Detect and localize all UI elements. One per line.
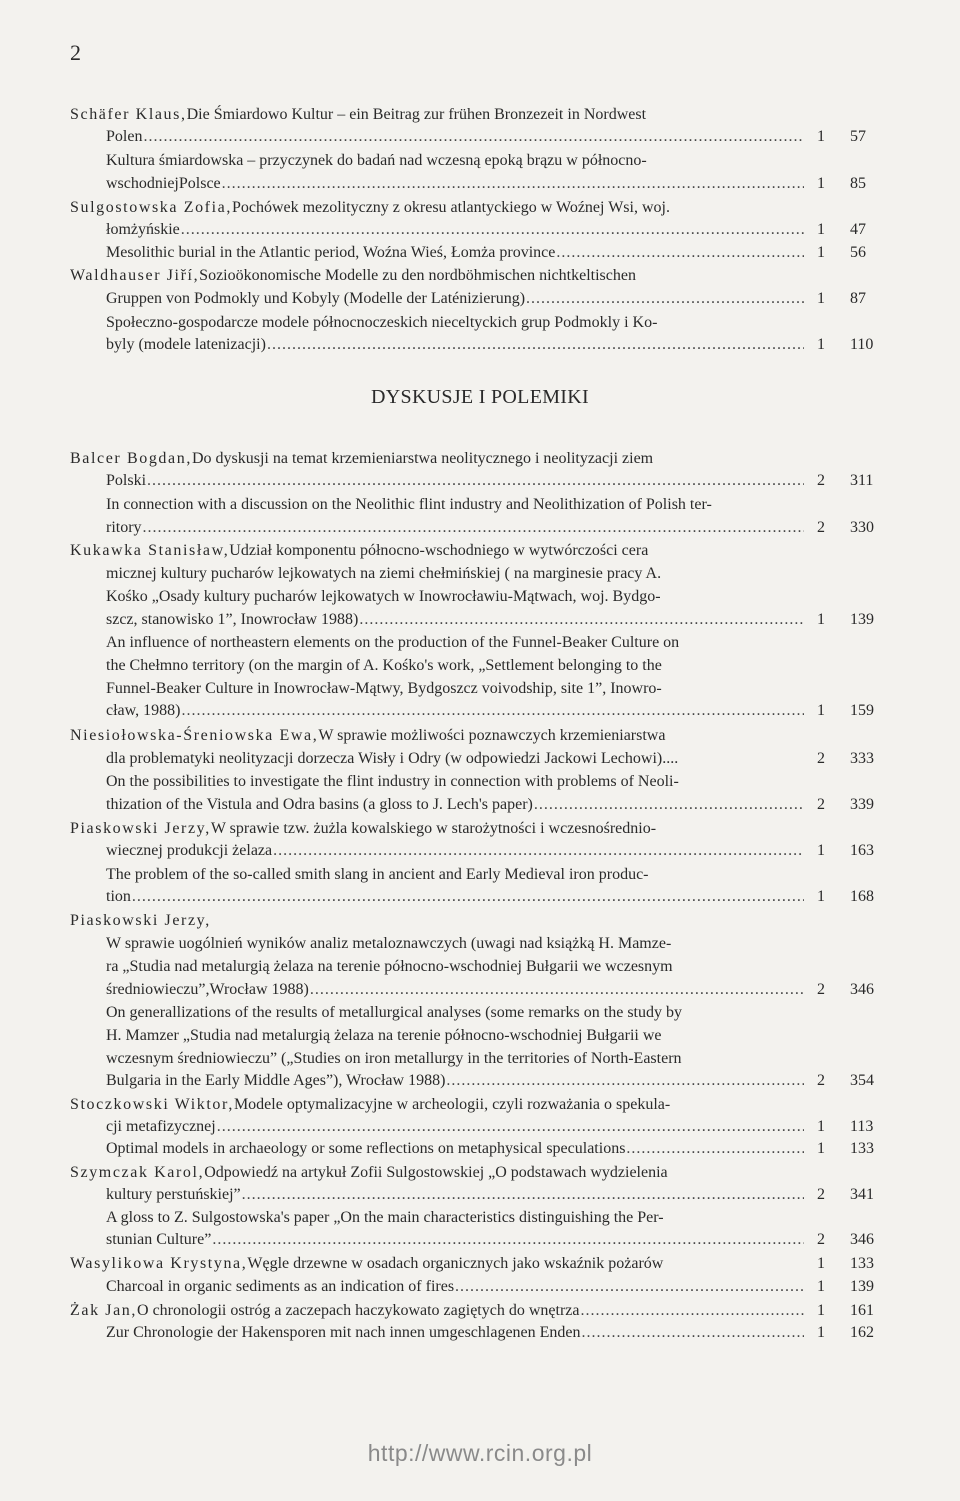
entry-volume: 2 bbox=[817, 472, 825, 489]
entry-title: In connection with a discussion on the Neolithic flint industry and Neolithization of Polish ter- bbox=[106, 496, 712, 513]
entry-title: A gloss to Z. Sulgostowska's paper „On the main characteristics distinguishing the Per- bbox=[106, 1209, 664, 1226]
entry-volume: 1 bbox=[817, 128, 825, 145]
entry-title: dla problematyki neolityzacji dorzecza Wisły i Odry (w odpowiedzi Jackowi Lechowi).... bbox=[106, 750, 679, 767]
entry-author: Szymczak Karol, bbox=[70, 1164, 205, 1181]
entry-title: O chronologii ostróg a zaczepach haczykowato zagiętych do wnętrza bbox=[137, 1302, 580, 1319]
entry-author: Niesiołowska-Śreniowska Ewa, bbox=[70, 727, 319, 744]
dot-leader bbox=[446, 1070, 804, 1092]
entry-page: 354 bbox=[850, 1072, 874, 1089]
entry-title: cji metafizycznej bbox=[106, 1118, 216, 1135]
dot-leader bbox=[242, 1184, 804, 1206]
entry-volume: 2 bbox=[817, 1072, 825, 1089]
entry-author: Waldhauser Jiří, bbox=[70, 267, 200, 284]
entry-title: Optimal models in archaeology or some reflections on metaphysical speculations bbox=[106, 1140, 626, 1157]
entry-title: Do dyskusji na temat krzemieniarstwa neolitycznego i neolityzacji ziem bbox=[191, 450, 654, 467]
entry-page: 161 bbox=[850, 1302, 874, 1319]
entry-title: thization of the Vistula and Odra basins (a gloss to J. Lech's paper) bbox=[106, 796, 533, 813]
dot-leader bbox=[182, 700, 805, 722]
entry-author: Sulgostowska Zofia, bbox=[70, 199, 232, 216]
dot-leader bbox=[534, 794, 804, 816]
entry-title: Kośko „Osady kultury pucharów lejkowatych w Inowrocławiu-Mątwach, woj. Bydgo- bbox=[106, 588, 661, 605]
entry-author: Piaskowski Jerzy, bbox=[70, 912, 211, 929]
entry-title: H. Mamzer „Studia nad metalurgią żelaza na terenie północno-wschodniej Bułgarii we bbox=[106, 1027, 662, 1044]
entry-page: 339 bbox=[850, 796, 874, 813]
entry-page: 330 bbox=[850, 519, 874, 536]
entry-page: 57 bbox=[850, 128, 866, 145]
entry-title: wczesnym średniowieczu” („Studies on iron metallurgy in the territories of North-Eastern bbox=[106, 1050, 682, 1067]
entry-title: byly (modele latenizacji) bbox=[106, 336, 266, 353]
dot-leader bbox=[143, 517, 804, 539]
dot-leader bbox=[455, 1276, 804, 1298]
entry-title: stunian Culture” bbox=[106, 1231, 212, 1248]
entry-page: 341 bbox=[850, 1186, 874, 1203]
dot-leader bbox=[273, 840, 804, 862]
entry-author: Stoczkowski Wiktor, bbox=[70, 1096, 234, 1113]
entry-title: the Chełmno territory (on the margin of A. Kośko's work, „Settlement belonging to the bbox=[106, 657, 662, 674]
dot-leader bbox=[132, 886, 804, 908]
entry-title: szcz, stanowisko 1”, Inowrocław 1988) bbox=[106, 611, 359, 628]
dot-leader bbox=[267, 334, 804, 356]
dot-leader bbox=[310, 979, 804, 1001]
section-heading: DYSKUSJE I POLEMIKI bbox=[371, 386, 589, 408]
dot-leader bbox=[212, 1229, 804, 1251]
entry-title: Bulgaria in the Early Middle Ages”), Wrocław 1988) bbox=[106, 1072, 446, 1089]
entry-volume: 1 bbox=[817, 336, 825, 353]
entry-title: Odpowiedź na artykuł Zofii Sulgostowskiej „O podstawach wydzielenia bbox=[204, 1164, 668, 1181]
page-number: 2 bbox=[70, 40, 81, 65]
entry-title: Pochówek mezolityczny z okresu atlantyckiego w Woźnej Wsi, woj. bbox=[231, 199, 670, 216]
dot-leader bbox=[582, 1322, 804, 1344]
entry-page: 346 bbox=[850, 1231, 874, 1248]
entry-title: ritory bbox=[106, 519, 142, 536]
entry-title: Społeczno-gospodarcze modele północnoczeskich nieceltyckich grup Podmokly i Ko- bbox=[106, 314, 658, 331]
entry-title: micznej kultury pucharów lejkowatych na ziemi chełmińskiej ( na marginesie pracy A. bbox=[106, 565, 662, 582]
entry-volume: 1 bbox=[817, 290, 825, 307]
entry-page: 133 bbox=[850, 1140, 874, 1157]
entry-volume: 1 bbox=[817, 1118, 825, 1135]
entry-title: Zur Chronologie der Hakensporen mit nach innen umgeschlagenen Enden bbox=[106, 1324, 581, 1341]
entry-volume: 1 bbox=[817, 611, 825, 628]
entry-page: 113 bbox=[850, 1118, 874, 1135]
entry-volume: 1 bbox=[817, 888, 825, 905]
entry-title: Węgle drzewne w osadach organicznych jako wskaźnik pożarów bbox=[247, 1255, 664, 1272]
entry-volume: 2 bbox=[817, 981, 825, 998]
entry-title: ra „Studia nad metalurgią żelaza na terenie północno-wschodniej Bułgarii we wczesnym bbox=[106, 958, 673, 975]
entry-volume: 1 bbox=[817, 1324, 825, 1341]
entry-page: 133 bbox=[850, 1255, 874, 1272]
entry-author: Schäfer Klaus, bbox=[70, 106, 187, 123]
entry-volume: 2 bbox=[817, 519, 825, 536]
entry-title: W sprawie tzw. żużla kowalskiego w starożytności i wczesnośrednio- bbox=[210, 820, 657, 837]
entry-author: Kukawka Stanisław, bbox=[70, 542, 230, 559]
dot-leader bbox=[222, 173, 804, 195]
entry-volume: 1 bbox=[817, 1140, 825, 1157]
entry-volume: 2 bbox=[817, 1186, 825, 1203]
entry-page: 56 bbox=[850, 244, 866, 261]
entry-page: 168 bbox=[850, 888, 874, 905]
entry-volume: 2 bbox=[817, 1231, 825, 1248]
entry-page: 163 bbox=[850, 842, 874, 859]
entry-title: On the possibilities to investigate the flint industry in connection with problems of Neoli- bbox=[106, 773, 679, 790]
entry-volume: 2 bbox=[817, 750, 825, 767]
entry-page: 162 bbox=[850, 1324, 874, 1341]
entry-volume: 1 bbox=[817, 1278, 825, 1295]
entry-volume: 1 bbox=[817, 702, 825, 719]
entry-page: 139 bbox=[850, 1278, 874, 1295]
entry-title: An influence of northeastern elements on the production of the Funnel-Beaker Culture on bbox=[106, 634, 680, 651]
entry-title: wschodniejPolsce bbox=[106, 175, 221, 192]
entry-title: Mesolithic burial in the Atlantic period, Woźna Wieś, Łomża province bbox=[106, 244, 556, 261]
entry-title: Polski bbox=[106, 472, 147, 489]
source-url-footer: http://www.rcin.org.pl bbox=[367, 1440, 593, 1466]
entry-volume: 1 bbox=[817, 1302, 825, 1319]
dot-leader bbox=[526, 288, 804, 310]
entry-page: 87 bbox=[850, 290, 866, 307]
entry-title: tion bbox=[106, 888, 131, 905]
entry-author: Żak Jan, bbox=[70, 1302, 138, 1319]
dot-leader bbox=[359, 609, 804, 631]
dot-leader bbox=[217, 1116, 804, 1138]
entry-title: Funnel-Beaker Culture in Inowrocław-Mątwy, Bydgoszcz voivodship, site 1”, Inowro- bbox=[106, 680, 662, 697]
dot-leader bbox=[556, 242, 804, 264]
entry-title: The problem of the so-called smith slang in ancient and Early Medieval iron produc- bbox=[106, 866, 649, 883]
entry-volume: 1 bbox=[817, 244, 825, 261]
entry-page: 110 bbox=[850, 336, 874, 353]
entry-volume: 1 bbox=[817, 175, 825, 192]
entry-volume: 1 bbox=[817, 842, 825, 859]
entry-title: Charcoal in organic sediments as an indication of fires bbox=[106, 1278, 455, 1295]
entry-title: On generallizations of the results of metallurgical analyses (some remarks on the study by bbox=[106, 1004, 682, 1021]
entry-title: W sprawie uogólnień wyników analiz metaloznawczych (uwagi nad książką H. Mamze- bbox=[106, 935, 672, 952]
entry-title: kultury perstuńskiej” bbox=[106, 1186, 241, 1203]
entry-title: Modele optymalizacyjne w archeologii, czyli rozważania o spekula- bbox=[233, 1096, 671, 1113]
entry-title: Polen bbox=[106, 128, 143, 145]
entry-volume: 1 bbox=[817, 1255, 825, 1272]
entry-title: Udział komponentu północno-wschodniego w wytwórczości cera bbox=[229, 542, 649, 559]
entry-page: 159 bbox=[850, 702, 874, 719]
dot-leader bbox=[626, 1138, 804, 1160]
entry-title: wiecznej produkcji żelaza bbox=[106, 842, 273, 859]
entry-page: 47 bbox=[850, 221, 866, 238]
dot-leader bbox=[147, 470, 804, 492]
entry-page: 346 bbox=[850, 981, 874, 998]
entry-author: Piaskowski Jerzy, bbox=[70, 820, 211, 837]
entry-page: 333 bbox=[850, 750, 874, 767]
entry-author: Wasylikowa Krystyna, bbox=[70, 1255, 248, 1272]
entry-title: Sozioökonomische Modelle zu den nordböhmischen nichtkeltischen bbox=[199, 267, 636, 284]
entry-page: 139 bbox=[850, 611, 874, 628]
entry-title: średniowieczu”,Wrocław 1988) bbox=[106, 981, 309, 998]
dot-leader bbox=[181, 219, 804, 241]
entry-volume: 1 bbox=[817, 221, 825, 238]
entry-volume: 2 bbox=[817, 796, 825, 813]
entry-title: Gruppen von Podmokly und Kobyly (Modelle der Laténizierung) bbox=[106, 290, 526, 307]
entry-title: łomżyńskie bbox=[106, 221, 180, 238]
entry-page: 85 bbox=[850, 175, 866, 192]
entry-title: cław, 1988) bbox=[106, 702, 181, 719]
entry-title: Kultura śmiardowska – przyczynek do badań nad wczesną epoką brązu w północno- bbox=[106, 152, 647, 169]
entry-author: Balcer Bogdan, bbox=[70, 450, 192, 467]
entry-title: Die Śmiardowo Kultur – ein Beitrag zur frühen Bronzezeit in Nordwest bbox=[186, 106, 647, 123]
entry-title: W sprawie możliwości poznawczych krzemieniarstwa bbox=[318, 727, 666, 744]
entry-page: 311 bbox=[850, 472, 874, 489]
dot-leader bbox=[143, 126, 804, 148]
dot-leader bbox=[580, 1300, 804, 1322]
